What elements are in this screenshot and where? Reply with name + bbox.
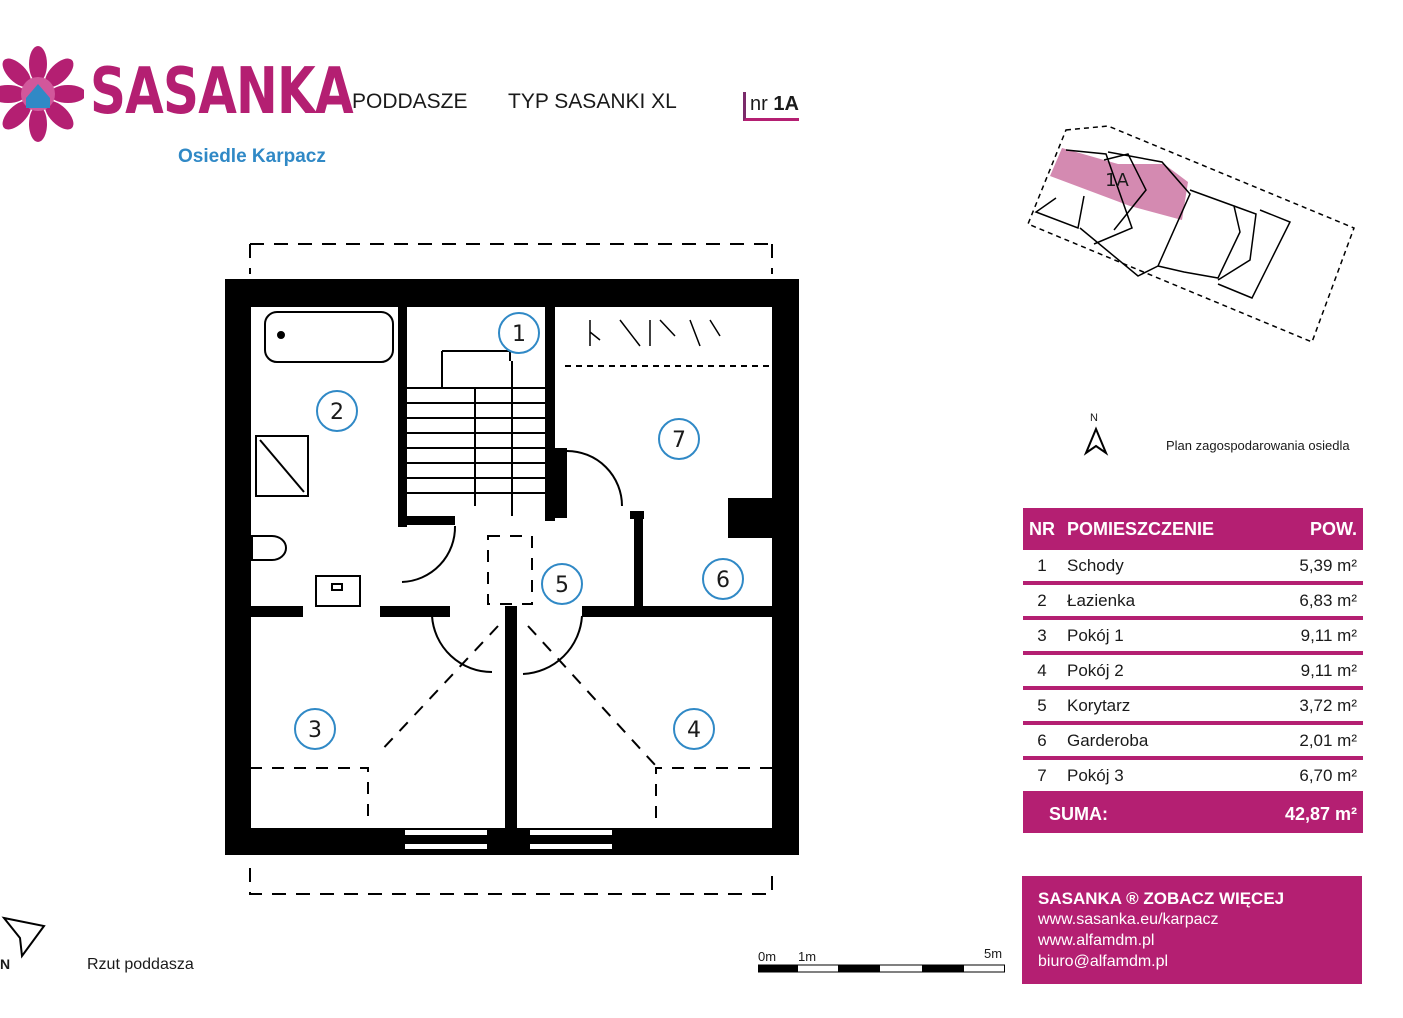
row-name: Łazienka — [1061, 583, 1259, 618]
row-nr: 7 — [1023, 758, 1061, 793]
row-name: Garderoba — [1061, 723, 1259, 758]
floor-plan-caption: Rzut poddasza — [87, 956, 194, 973]
contact-title: SASANKA ® ZOBACZ WIĘCEJ — [1038, 889, 1285, 908]
website-link-alfamdm[interactable]: www.alfamdm.pl — [1038, 932, 1155, 949]
row-area: 3,72 m² — [1259, 688, 1363, 723]
room-marker-3: 3 — [308, 718, 322, 743]
row-area: 9,11 m² — [1259, 653, 1363, 688]
site-plan-caption: Plan zagospodarowania osiedla — [1166, 438, 1350, 453]
table-row — [1023, 758, 1363, 793]
table-row — [1023, 653, 1363, 688]
floor-label: PODDASZE — [352, 90, 468, 113]
row-nr: 3 — [1023, 618, 1061, 653]
house-type-label: TYP SASANKI XL — [508, 90, 677, 113]
row-name: Pokój 1 — [1061, 618, 1259, 653]
site-north-label: N — [1090, 412, 1098, 424]
sum-value: 42,87 m² — [1259, 793, 1363, 833]
email-link[interactable]: biuro@alfamdm.pl — [1038, 953, 1169, 970]
scale-label-0: 0m — [758, 949, 777, 964]
row-nr: 1 — [1023, 550, 1061, 583]
rooms-table — [1023, 508, 1363, 833]
room-marker-1: 1 — [512, 322, 526, 347]
room-marker-2: 2 — [330, 400, 344, 425]
row-nr: 4 — [1023, 653, 1061, 688]
table-row — [1023, 550, 1363, 583]
table-row — [1023, 723, 1363, 758]
room-marker-4: 4 — [687, 718, 701, 743]
table-row — [1023, 583, 1363, 618]
contact-box — [1022, 876, 1362, 984]
table-row — [1023, 618, 1363, 653]
row-area: 5,39 m² — [1259, 550, 1363, 583]
scale-label-1: 1m — [798, 949, 817, 964]
row-name: Korytarz — [1061, 688, 1259, 723]
unit-prefix: nr — [750, 93, 768, 115]
row-area: 2,01 m² — [1259, 723, 1363, 758]
row-name: Pokój 2 — [1061, 653, 1259, 688]
unit-number: 1A — [773, 93, 799, 115]
row-area: 9,11 m² — [1259, 618, 1363, 653]
sasanka-flower-logo-icon — [0, 44, 84, 142]
room-marker-7: 7 — [672, 428, 686, 453]
table-row — [1023, 688, 1363, 723]
north-label: N — [0, 956, 11, 972]
floor-plan-drawing — [220, 236, 810, 902]
site-north-arrow-icon — [1082, 426, 1110, 456]
site-plan-map — [1022, 120, 1362, 350]
website-link-sasanka[interactable]: www.sasanka.eu/karpacz — [1038, 911, 1219, 928]
brand-name: SASANKA — [90, 55, 353, 129]
room-marker-5: 5 — [555, 573, 569, 598]
sum-label: SUMA: — [1023, 793, 1259, 833]
scale-label-5: 5m — [984, 946, 1003, 961]
header-area: POW. — [1259, 508, 1363, 550]
row-name: Pokój 3 — [1061, 758, 1259, 793]
unit-number-badge — [743, 92, 799, 121]
row-nr: 2 — [1023, 583, 1061, 618]
header-nr: NR — [1023, 508, 1061, 550]
scale-bar — [758, 964, 1006, 974]
brand-subtitle: Osiedle Karpacz — [178, 146, 326, 167]
row-area: 6,83 m² — [1259, 583, 1363, 618]
header-room: POMIESZCZENIE — [1061, 508, 1259, 550]
room-marker-6: 6 — [716, 568, 730, 593]
row-area: 6,70 m² — [1259, 758, 1363, 793]
row-nr: 5 — [1023, 688, 1061, 723]
row-nr: 6 — [1023, 723, 1061, 758]
row-name: Schody — [1061, 550, 1259, 583]
rooms-table-header — [1023, 508, 1363, 550]
sum-row — [1023, 793, 1363, 833]
site-plan-unit-label: 1A — [1105, 170, 1129, 191]
